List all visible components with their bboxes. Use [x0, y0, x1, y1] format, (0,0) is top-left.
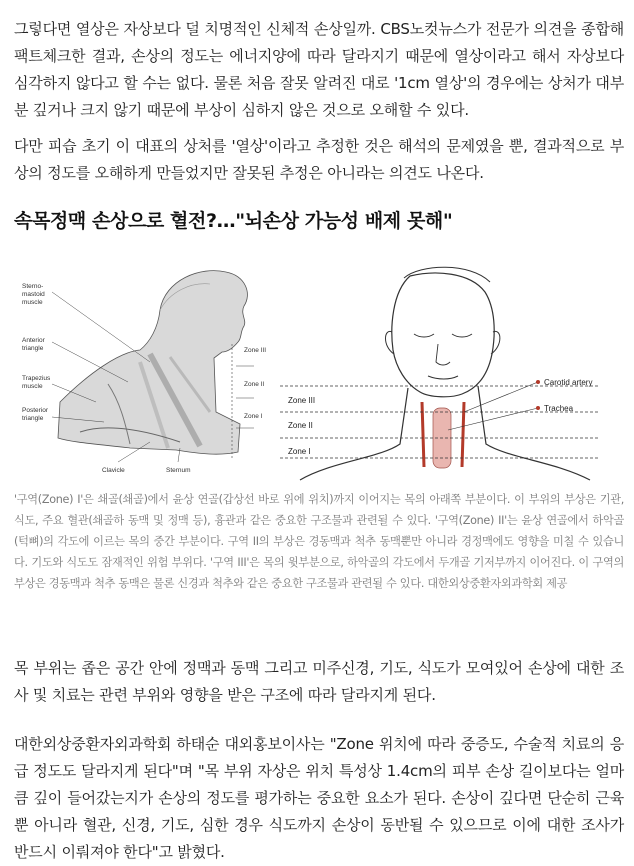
neck-profile-drawing	[52, 271, 254, 462]
label-sternum: Sternum	[166, 467, 191, 474]
neck-zones-figure	[0, 262, 634, 487]
label-zone-1-right: Zone I	[288, 447, 311, 456]
label-zone-2-left: Zone II	[244, 381, 265, 388]
label-triangle-1: triangle	[22, 345, 44, 352]
label-carotid-artery: Carotid artery	[544, 378, 593, 387]
label-trachea: Trachea	[544, 404, 574, 413]
label-trapezius: Trapezius	[22, 375, 51, 382]
label-triangle-2: triangle	[22, 415, 44, 422]
section-heading: 속목정맥 손상으로 혈전?…"뇌손상 가능성 배제 못해"	[14, 210, 453, 232]
label-muscle: muscle	[22, 299, 43, 306]
label-zone-2-right: Zone II	[288, 421, 313, 430]
label-zone-3-right: Zone III	[288, 396, 316, 405]
label-anterior: Anterior	[22, 337, 45, 344]
article-paragraph-2: 다만 피습 초기 이 대표의 상처를 '열상'이라고 추정한 것은 해석의 문제였을 뿐, 결과적으로 부상의 정도를 오해하게 만들었지만 잘못된 추정은 아니라는 의견도 나온다.	[14, 137, 624, 182]
label-mastoid: mastoid	[22, 291, 45, 298]
label-zone-3-left: Zone III	[244, 347, 267, 354]
label-clavicle: Clavicle	[102, 467, 125, 474]
article-paragraph-1: 그렇다면 열상은 자상보다 덜 치명적인 신체적 손상일까. CBS노컷뉴스가 전문가 의견을 종합해 팩트체크한 결과, 손상의 정도는 에너지양에 따라 달라지기 때문에 열상이라고 해서 자상보다 심각하지 않다고 할 수는 없다. 물론 처음 잘못 알려진 대로 '1cm 열상'의 경우에는 상처가 대부분 깊거나 크지 않기 때문에 부상이 심하지 않은 것으로 오해할 수 있다.	[14, 20, 624, 119]
article-paragraph-4: 대한외상중환자외과학회 하태순 대외홍보이사는 "Zone 위치에 따라 중증도, 수술적 치료의 응급 정도도 달라지게 된다"며 "목 부위 자상은 위치 특성상 1.4cm의 피부 손상 길이보다는 얼마큼 깊이 들어갔는지가 손상의 정도를 평가하는 중요한 요소가 된다. 손상이 깊다면 단순히 근육뿐 아니라 혈관, 신경, 기도, 심한 경우 식도까지 손상이 동반될 수 있으므로 이에 대한 조사가 반드시 이뤄져야 한다"고 밝혔다.	[14, 735, 624, 861]
label-muscle-2: muscle	[22, 383, 43, 390]
label-posterior: Posterior	[22, 407, 49, 414]
label-sterno: Sterno-	[22, 283, 44, 290]
article-paragraph-3: 목 부위는 좁은 공간 안에 정맥과 동맥 그리고 미주신경, 기도, 식도가 모여있어 손상에 대한 조사 및 치료는 관련 부위와 영향을 받은 구조에 따라 달라지게 된다.	[14, 659, 624, 704]
figure-caption: '구역(Zone) I'은 쇄골(쇄골)에서 윤상 연골(갑상선 바로 위에 위치)까지 이어지는 목의 아래쪽 부분이다. 이 부위의 부상은 기관, 식도, 주요 혈관(쇄골하 동맥 및 정맥 등), 흉관과 같은 중요한 구조물과 관련될 수 있다. '구역(Zone) II'는 윤상 연골에서 하악골(턱뼈)의 각도에 이르는 목의 중간 부분이다. 구역 II의 부상은 경동맥과 척추 동맥뿐만 아니라 경정맥에도 영향을 미칠 수 있습니다. 기도와 식도도 잠재적인 위험 부위다. '구역 III'은 목의 윗부분으로, 하악골의 각도에서 두개골 기저부까지 이어진다. 이 구역의 부상은 경동맥과 척추 동맥은 물론 신경과 척추와 같은 중요한 구조물과 관련될 수 있다. 대한외상중환자외과학회 제공	[14, 493, 624, 590]
neck-front-drawing	[280, 267, 600, 480]
label-zone-1-left: Zone I	[244, 413, 263, 420]
neck-zones-illustration	[0, 262, 634, 487]
